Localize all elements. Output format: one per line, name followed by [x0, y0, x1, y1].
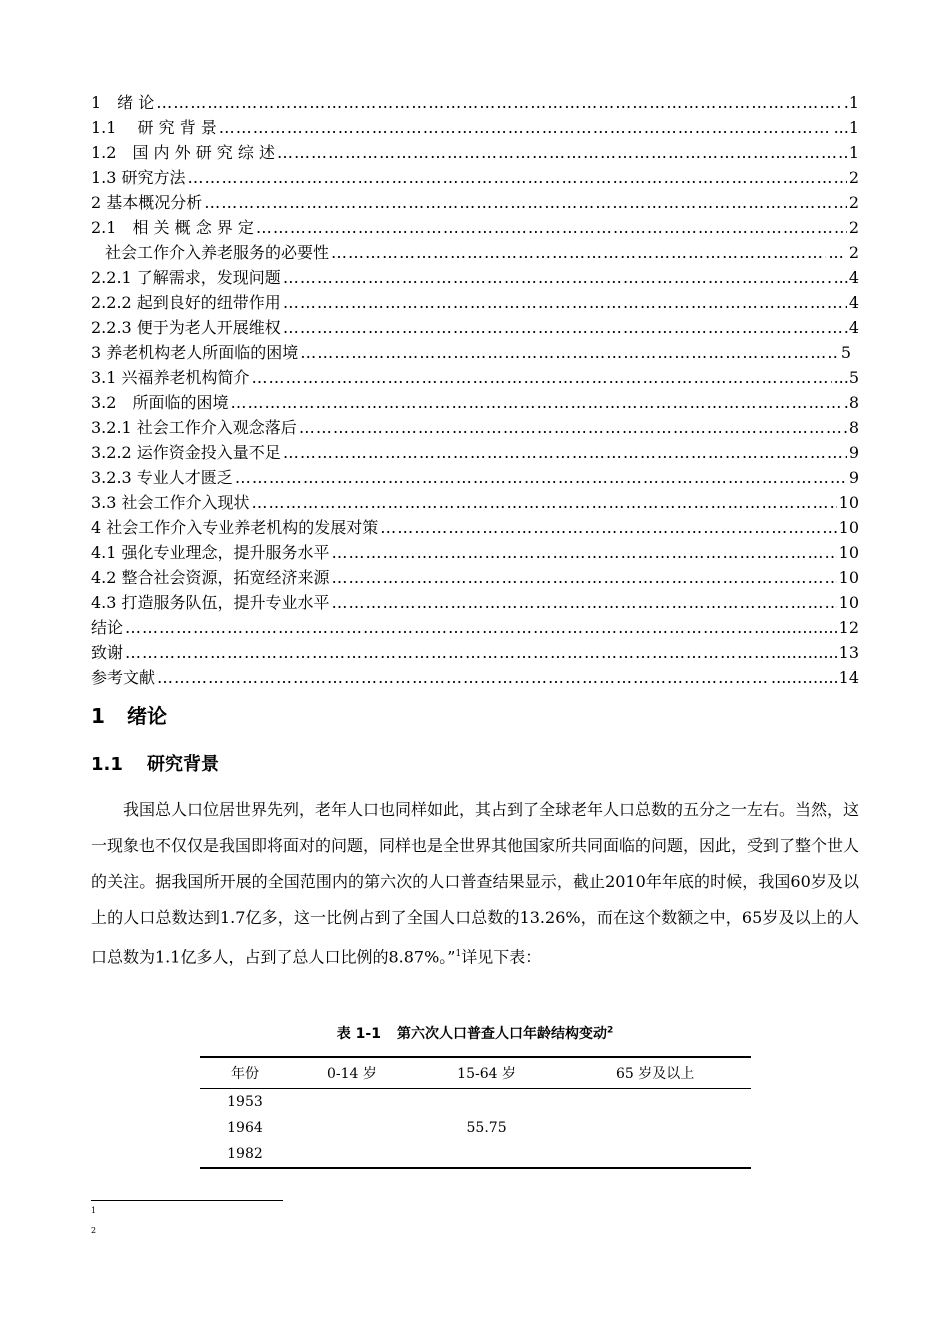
toc-leader-dots — [380, 515, 836, 540]
toc-leader-dots — [219, 115, 832, 140]
toc-entry-page: 2 — [848, 193, 859, 212]
toc-leader-dots — [252, 490, 837, 515]
chapter-number: 1 — [91, 704, 105, 728]
toc-entry-label: 社会工作介入养老服务的必要性 — [105, 243, 330, 262]
toc-leader-dots — [283, 290, 847, 315]
table-caption-text: 第六次人口普查人口年龄结构变动 — [396, 1026, 607, 1042]
toc-entry-page: .8 — [843, 393, 859, 412]
toc-entry-label: 3.3 社会工作介入现状 — [91, 493, 250, 512]
toc-leader-dots — [331, 240, 826, 265]
toc-entry-label: 3.1 兴福养老机构简介 — [91, 368, 250, 387]
toc-entry-page: 10 — [838, 593, 859, 612]
toc-entry-page: ...4 — [833, 268, 859, 287]
toc-entry[interactable] — [91, 140, 859, 165]
toc-entry[interactable] — [91, 390, 859, 415]
paragraph-tail: 详见下表： — [461, 947, 542, 967]
table-cell — [414, 1089, 559, 1116]
toc-entry-label: 3.2.2 运作资金投入量不足 — [91, 443, 281, 462]
column-header: 15-64 岁 — [457, 1066, 516, 1082]
table-cell — [559, 1115, 751, 1141]
toc-entry[interactable] — [91, 565, 859, 590]
toc-entry-page: 10 — [838, 568, 859, 587]
toc-entry-label: 2.2.3 便于为老人开展维权 — [91, 318, 281, 337]
toc-entry[interactable] — [91, 340, 851, 365]
toc-entry-page: 9 — [848, 443, 859, 462]
toc-entry-label: 3.2 所面临的困境 — [91, 393, 229, 412]
toc-leader-dots — [332, 565, 837, 590]
toc-leader-dots — [277, 140, 847, 165]
toc-entry-label: 4.2 整合社会资源，拓宽经济来源 — [91, 568, 330, 587]
toc-entry[interactable] — [91, 90, 859, 115]
toc-leader-dots — [188, 165, 847, 190]
toc-entry-label: 4 社会工作介入专业养老机构的发展对策 — [91, 518, 379, 537]
table-row — [200, 1141, 751, 1168]
toc-entry-page: ... 2 — [828, 243, 859, 262]
toc-entry-label: 4.3 打造服务队伍，提升专业水平 — [91, 593, 330, 612]
footnote-ref[interactable]: 1 — [455, 949, 462, 959]
chapter-heading — [91, 700, 167, 729]
toc-leader-dots — [332, 540, 837, 565]
toc-entry[interactable] — [91, 590, 859, 615]
toc-leader-dots — [256, 215, 847, 240]
toc-leader-dots — [235, 465, 847, 490]
toc-entry-page: 4 — [848, 293, 859, 312]
toc-entry-page: .1 — [843, 93, 859, 112]
toc-entry-page: 10 — [838, 543, 859, 562]
section-title: 研究背景 — [147, 754, 219, 775]
toc-entry-page: 10 — [838, 493, 859, 512]
toc-entry-label: 2 基本概况分析 — [91, 193, 203, 212]
table-cell — [290, 1115, 414, 1141]
table-caption-number: 表 1-1 — [336, 1026, 381, 1042]
toc-entry[interactable] — [91, 190, 859, 215]
toc-entry[interactable] — [91, 490, 859, 515]
toc-entry-label: 2.1 相 关 概 念 界 定 — [91, 218, 254, 237]
toc-entry-label: 1.3 研究方法 — [91, 168, 186, 187]
toc-entry-label: 参考文献 — [91, 668, 156, 687]
table-cell: 1953 — [227, 1094, 263, 1110]
toc-entry-label: 1.1 研 究 背 景 — [91, 118, 217, 137]
table-row — [200, 1089, 751, 1116]
toc-leader-dots — [283, 440, 847, 465]
toc-entry-page: ...5 — [833, 368, 859, 387]
toc-leader-dots — [283, 315, 842, 340]
toc-entry[interactable] — [91, 465, 859, 490]
toc-entry[interactable] — [91, 615, 859, 640]
toc-entry-label: 3 养老机构老人所面临的困境 — [91, 343, 299, 362]
toc-entry-label: 2.2.2 起到良好的纽带作用 — [91, 293, 281, 312]
toc-entry-page: 2 — [848, 168, 859, 187]
toc-entry-page: ...1 — [833, 118, 859, 137]
toc-entry-page: 1 — [848, 143, 859, 162]
toc-entry-page: ...……....13 — [771, 643, 859, 662]
toc-entry-page: 10 — [838, 518, 859, 537]
toc-entry[interactable] — [91, 115, 859, 140]
toc-entry[interactable] — [91, 515, 859, 540]
toc-entry[interactable] — [91, 640, 859, 665]
toc-leader-dots — [157, 665, 769, 690]
column-header: 0-14 岁 — [326, 1066, 377, 1082]
column-header: 年份 — [230, 1066, 259, 1082]
table-header-row — [200, 1057, 751, 1089]
toc-entry-page: 2 — [848, 218, 859, 237]
toc-leader-dots — [283, 265, 832, 290]
column-header: 65 岁及以上 — [615, 1066, 695, 1082]
toc-entry[interactable] — [91, 665, 859, 690]
toc-entry-label: 2.2.1 了解需求，发现问题 — [91, 268, 281, 287]
footnote-ref[interactable]: 2 — [606, 1025, 614, 1036]
toc-leader-dots — [300, 340, 839, 365]
body-paragraph — [91, 792, 859, 975]
toc-entry-label: 1.2 国 内 外 研 究 综 述 — [91, 143, 275, 162]
toc-entry[interactable] — [91, 540, 859, 565]
footnote-separator — [91, 1200, 283, 1201]
section-number: 1.1 — [91, 754, 123, 775]
toc-leader-dots — [252, 365, 832, 390]
table-row — [200, 1115, 751, 1141]
toc-leader-dots — [204, 190, 847, 215]
table-caption — [0, 1023, 950, 1043]
toc-entry-label: 结论 — [91, 618, 124, 637]
chapter-title: 绪论 — [127, 704, 167, 728]
table-cell — [290, 1089, 414, 1116]
table-cell: 55.75 — [466, 1120, 507, 1136]
toc-entry-label: 1 绪 论 — [91, 93, 155, 112]
toc-leader-dots — [299, 415, 847, 440]
footnote-1: 1 — [91, 1206, 97, 1215]
table-cell — [290, 1141, 414, 1168]
toc-entry-page: 9 — [848, 468, 859, 487]
toc-entry[interactable] — [91, 365, 859, 390]
paragraph-text: 我国总人口位居世界先列，老年人口也同样如此，其占到了全球老年人口总数的五分之一左右。当然，这一现象也不仅仅是我国即将面对的问题，同样也是全世界其他国家所共同面临的问题，因此，受到了整个世人的关注。据我国所开展的全国范围内的第六次的人口普查结果显示，截止2010年年底的时候，我国60岁及以上的人口总数达到1.7亿多，这一比例占到了全国人口总数的13.26%，而在这个数额之中，65岁及以上的人口总数为1.1亿多人，占到了总人口比例的8.87%。” — [91, 800, 860, 967]
toc-leader-dots — [230, 390, 841, 415]
table-cell — [414, 1141, 559, 1168]
toc-entry-page: ...……....12 — [771, 618, 859, 637]
toc-entry[interactable] — [91, 415, 859, 440]
population-table — [200, 1056, 751, 1169]
toc-leader-dots — [332, 590, 837, 615]
toc-entry-page: 8 — [848, 418, 859, 437]
toc-entry[interactable] — [91, 240, 859, 265]
section-heading — [91, 750, 219, 776]
toc-entry[interactable] — [91, 165, 859, 190]
toc-entry[interactable] — [91, 315, 859, 340]
toc-entry-label: 3.2.1 社会工作介入观念落后 — [91, 418, 297, 437]
toc-leader-dots — [125, 615, 769, 640]
toc-entry-page: 5 — [840, 343, 851, 362]
table-cell: 1982 — [227, 1146, 263, 1162]
toc-entry-label: 4.1 强化专业理念，提升服务水平 — [91, 543, 330, 562]
toc-leader-dots — [156, 90, 841, 115]
toc-entry-page: .4 — [843, 318, 859, 337]
toc-leader-dots — [125, 640, 769, 665]
toc-entry-label: 致谢 — [91, 643, 124, 662]
toc-entry-page: ...……....14 — [771, 668, 859, 687]
table-cell: 1964 — [227, 1120, 263, 1136]
table-cell — [559, 1141, 751, 1168]
toc-entry[interactable] — [91, 290, 859, 315]
footnote-2: 2 — [91, 1226, 97, 1235]
toc-entry[interactable] — [91, 440, 859, 465]
toc-entry[interactable] — [91, 215, 859, 240]
table-cell — [559, 1089, 751, 1116]
table-of-contents — [91, 90, 859, 690]
toc-entry-label: 3.2.3 专业人才匮乏 — [91, 468, 233, 487]
toc-entry[interactable] — [91, 265, 859, 290]
